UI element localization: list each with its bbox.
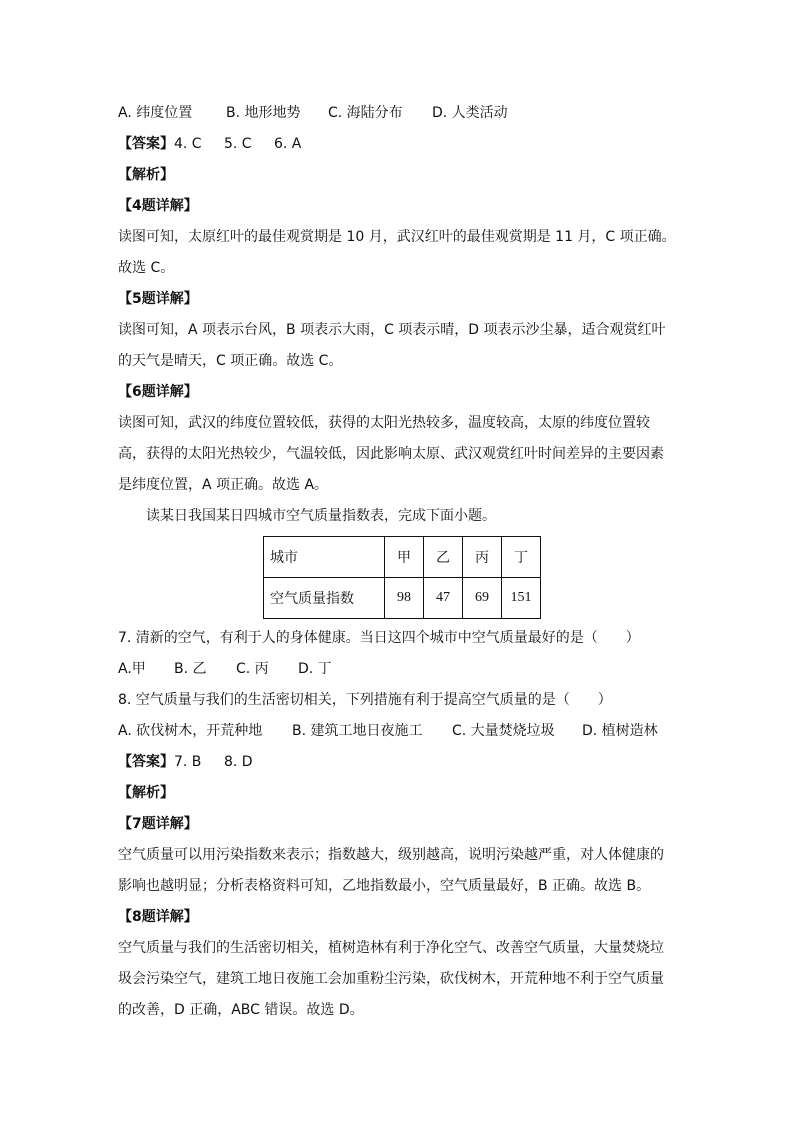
q8-line: 圾会污染空气，建筑工地日夜施工会加重粉尘污染，砍伐树木，开荒种地不利于空气质量	[118, 971, 664, 987]
option-a: A. 纬度位置	[118, 105, 193, 121]
table-header-city: 城市	[264, 537, 385, 578]
option-b: B. 地形地势	[226, 105, 301, 121]
q7-heading: 【7题详解】	[118, 816, 198, 832]
q7-line: 空气质量可以用污染指数来表示；指数越大，级别越高，说明污染越严重，对人体健康的	[118, 847, 664, 863]
q4-line: 读图可知，太原红叶的最佳观赏期是 10 月，武汉红叶的最佳观赏期是 11 月，C 项正确。	[118, 229, 676, 245]
table-header-cell: 甲	[385, 537, 424, 578]
option-b: B. 乙	[174, 661, 207, 677]
table-header-cell: 丁	[502, 537, 541, 578]
q7-options	[118, 654, 678, 685]
q4-line: 故选 C。	[118, 260, 175, 276]
answer-tag: 【答案】	[118, 136, 174, 152]
answer-4: 4. C	[174, 136, 202, 152]
q8-stem: 8. 空气质量与我们的生活密切相关，下列措施有利于提高空气质量的是（ ）	[118, 692, 612, 708]
analysis-label: 【解析】	[118, 785, 174, 801]
answer-7: 7. B	[174, 754, 202, 770]
q8-options	[118, 716, 678, 747]
option-a: A. 砍伐树木，开荒种地	[118, 723, 263, 739]
q7-stem: 7. 清新的空气，有利于人的身体健康。当日这四个城市中空气质量最好的是（ ）	[118, 630, 640, 646]
option-c: C. 大量焚烧垃圾	[452, 723, 555, 739]
q6-options	[118, 98, 678, 129]
table-cell: 151	[502, 578, 541, 619]
table-row	[264, 578, 541, 619]
q5-line: 读图可知，A 项表示台风，B 项表示大雨，C 项表示晴，D 项表示沙尘暴，适合观赏红叶	[118, 322, 666, 338]
option-d: D. 植树造林	[582, 723, 658, 739]
q8-line: 的改善，D 正确，ABC 错误。故选 D。	[118, 1002, 364, 1018]
option-b: B. 建筑工地日夜施工	[292, 723, 423, 739]
answer-line-1	[118, 129, 678, 160]
option-c: C. 海陆分布	[328, 105, 403, 121]
option-d: D. 人类活动	[432, 105, 508, 121]
table-cell: 47	[424, 578, 463, 619]
q6-line: 高，获得的太阳光热较少，气温较低，因此影响太原、武汉观赏红叶时间差异的主要因素	[118, 446, 664, 462]
q5-heading: 【5题详解】	[118, 291, 198, 307]
q6-heading: 【6题详解】	[118, 384, 198, 400]
answer-tag: 【答案】	[118, 754, 174, 770]
table-row-label: 空气质量指数	[264, 578, 385, 619]
q8-line: 空气质量与我们的生活密切相关，植树造林有利于净化空气、改善空气质量，大量焚烧垃	[118, 940, 664, 956]
q7-line: 影响也越明显；分析表格资料可知，乙地指数最小，空气质量最好，B 正确。故选 B。	[118, 878, 651, 894]
air-quality-table	[263, 536, 541, 619]
option-a: A.甲	[118, 661, 146, 677]
q6-line: 读图可知，武汉的纬度位置较低，获得的太阳光热较多，温度较高，太原的纬度位置较	[118, 415, 650, 431]
q6-line: 是纬度位置，A 项正确。故选 A。	[118, 477, 329, 493]
table-header-cell: 乙	[424, 537, 463, 578]
option-d: D. 丁	[298, 661, 332, 677]
option-c: C. 丙	[236, 661, 269, 677]
table-row	[264, 537, 541, 578]
q8-heading: 【8题详解】	[118, 909, 198, 925]
answer-6: 6. A	[274, 136, 302, 152]
table-intro: 读某日我国某日四城市空气质量指数表，完成下面小题。	[146, 508, 496, 524]
q5-line: 的天气是晴天，C 项正确。故选 C。	[118, 353, 343, 369]
table-cell: 69	[463, 578, 502, 619]
q4-heading: 【4题详解】	[118, 198, 198, 214]
table-header-cell: 丙	[463, 537, 502, 578]
analysis-label: 【解析】	[118, 167, 174, 183]
table-cell: 98	[385, 578, 424, 619]
answer-8: 8. D	[224, 754, 253, 770]
answer-line-2	[118, 747, 678, 778]
document-page	[118, 98, 678, 1026]
answer-5: 5. C	[224, 136, 252, 152]
